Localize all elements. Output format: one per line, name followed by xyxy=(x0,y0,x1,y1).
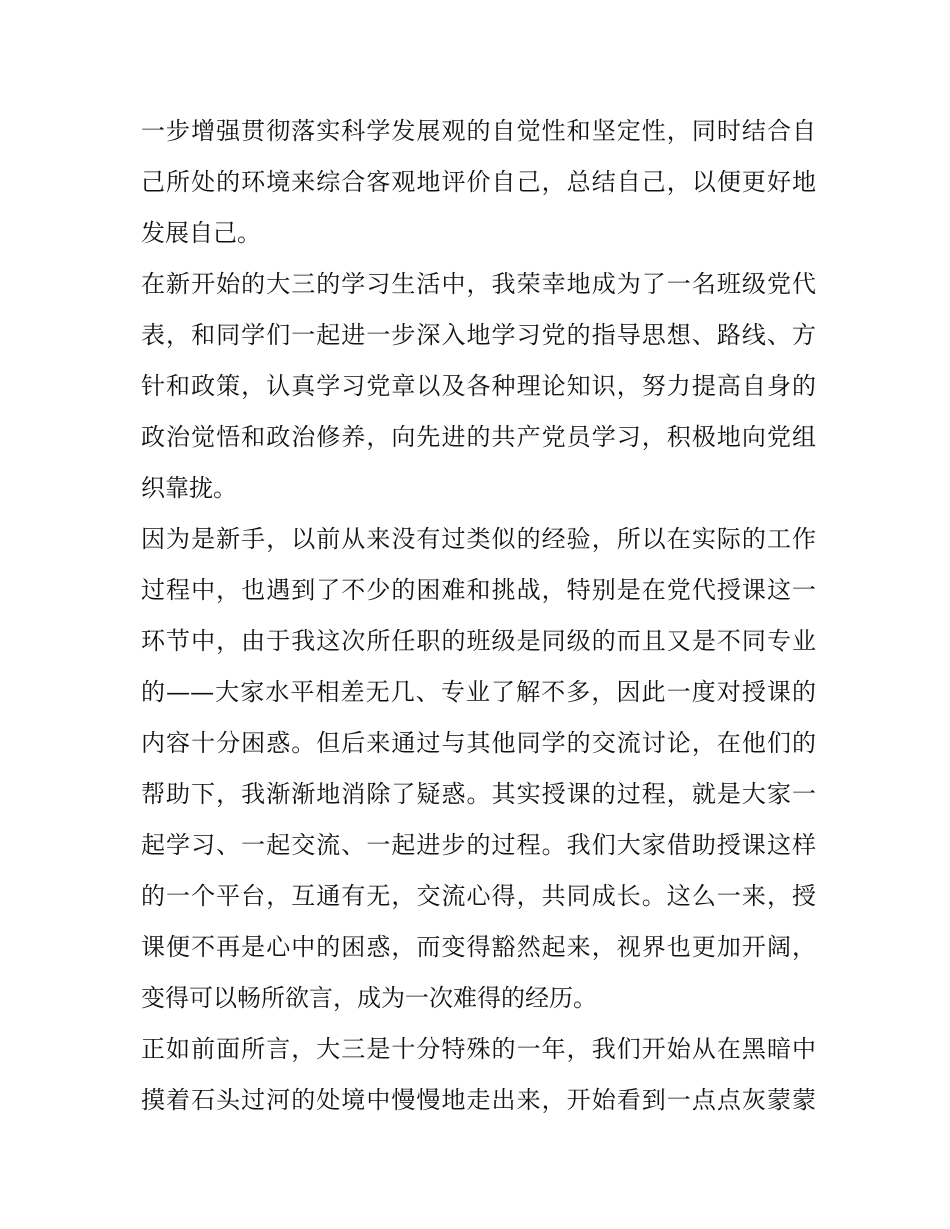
paragraph-2-line-3: 针和政策，认真学习党章以及各种理论知识，努力提高自身的 xyxy=(141,372,816,400)
paragraph-1-line-1: 一步增强贯彻落实科学发展观的自觉性和坚定性，同时结合自 xyxy=(141,117,816,145)
paragraph-3-line-5: 内容十分困惑。但后来通过与其他同学的交流讨论，在他们的 xyxy=(141,729,816,757)
paragraph-2-line-5: 织靠拢。 xyxy=(141,474,237,502)
paragraph-4-line-1: 正如前面所言，大三是十分特殊的一年，我们开始从在黑暗中 xyxy=(141,1035,816,1063)
paragraph-1-line-3: 发展自己。 xyxy=(141,219,261,247)
paragraph-2-line-2: 表，和同学们一起进一步深入地学习党的指导思想、路线、方 xyxy=(141,321,816,349)
document-body xyxy=(141,106,816,1126)
paragraph-3-line-6: 帮助下，我渐渐地消除了疑惑。其实授课的过程，就是大家一 xyxy=(141,780,816,808)
paragraph-2-line-1: 在新开始的大三的学习生活中，我荣幸地成为了一名班级党代 xyxy=(141,270,816,298)
paragraph-1-line-2: 己所处的环境来综合客观地评价自己，总结自己，以便更好地 xyxy=(141,168,816,196)
paragraph-3-line-4: 的——大家水平相差无几、专业了解不多，因此一度对授课的 xyxy=(141,678,816,706)
paragraph-3-line-1: 因为是新手，以前从来没有过类似的经验，所以在实际的工作 xyxy=(141,525,816,553)
paragraph-3-line-2: 过程中，也遇到了不少的困难和挑战，特别是在党代授课这一 xyxy=(141,576,816,604)
paragraph-3-line-7: 起学习、一起交流、一起进步的过程。我们大家借助授课这样 xyxy=(141,831,816,859)
paragraph-4-line-2: 摸着石头过河的处境中慢慢地走出来，开始看到一点点灰蒙蒙 xyxy=(141,1086,816,1114)
paragraph-3-line-10: 变得可以畅所欲言，成为一次难得的经历。 xyxy=(141,984,597,1012)
paragraph-3-line-9: 课便不再是心中的困惑，而变得豁然起来，视界也更加开阔， xyxy=(141,933,816,961)
paragraph-3-line-8: 的一个平台，互通有无，交流心得，共同成长。这么一来，授 xyxy=(141,882,816,910)
paragraph-3-line-3: 环节中，由于我这次所任职的班级是同级的而且又是不同专业 xyxy=(141,627,816,655)
paragraph-2-line-4: 政治觉悟和政治修养，向先进的共产党员学习，积极地向党组 xyxy=(141,423,816,451)
